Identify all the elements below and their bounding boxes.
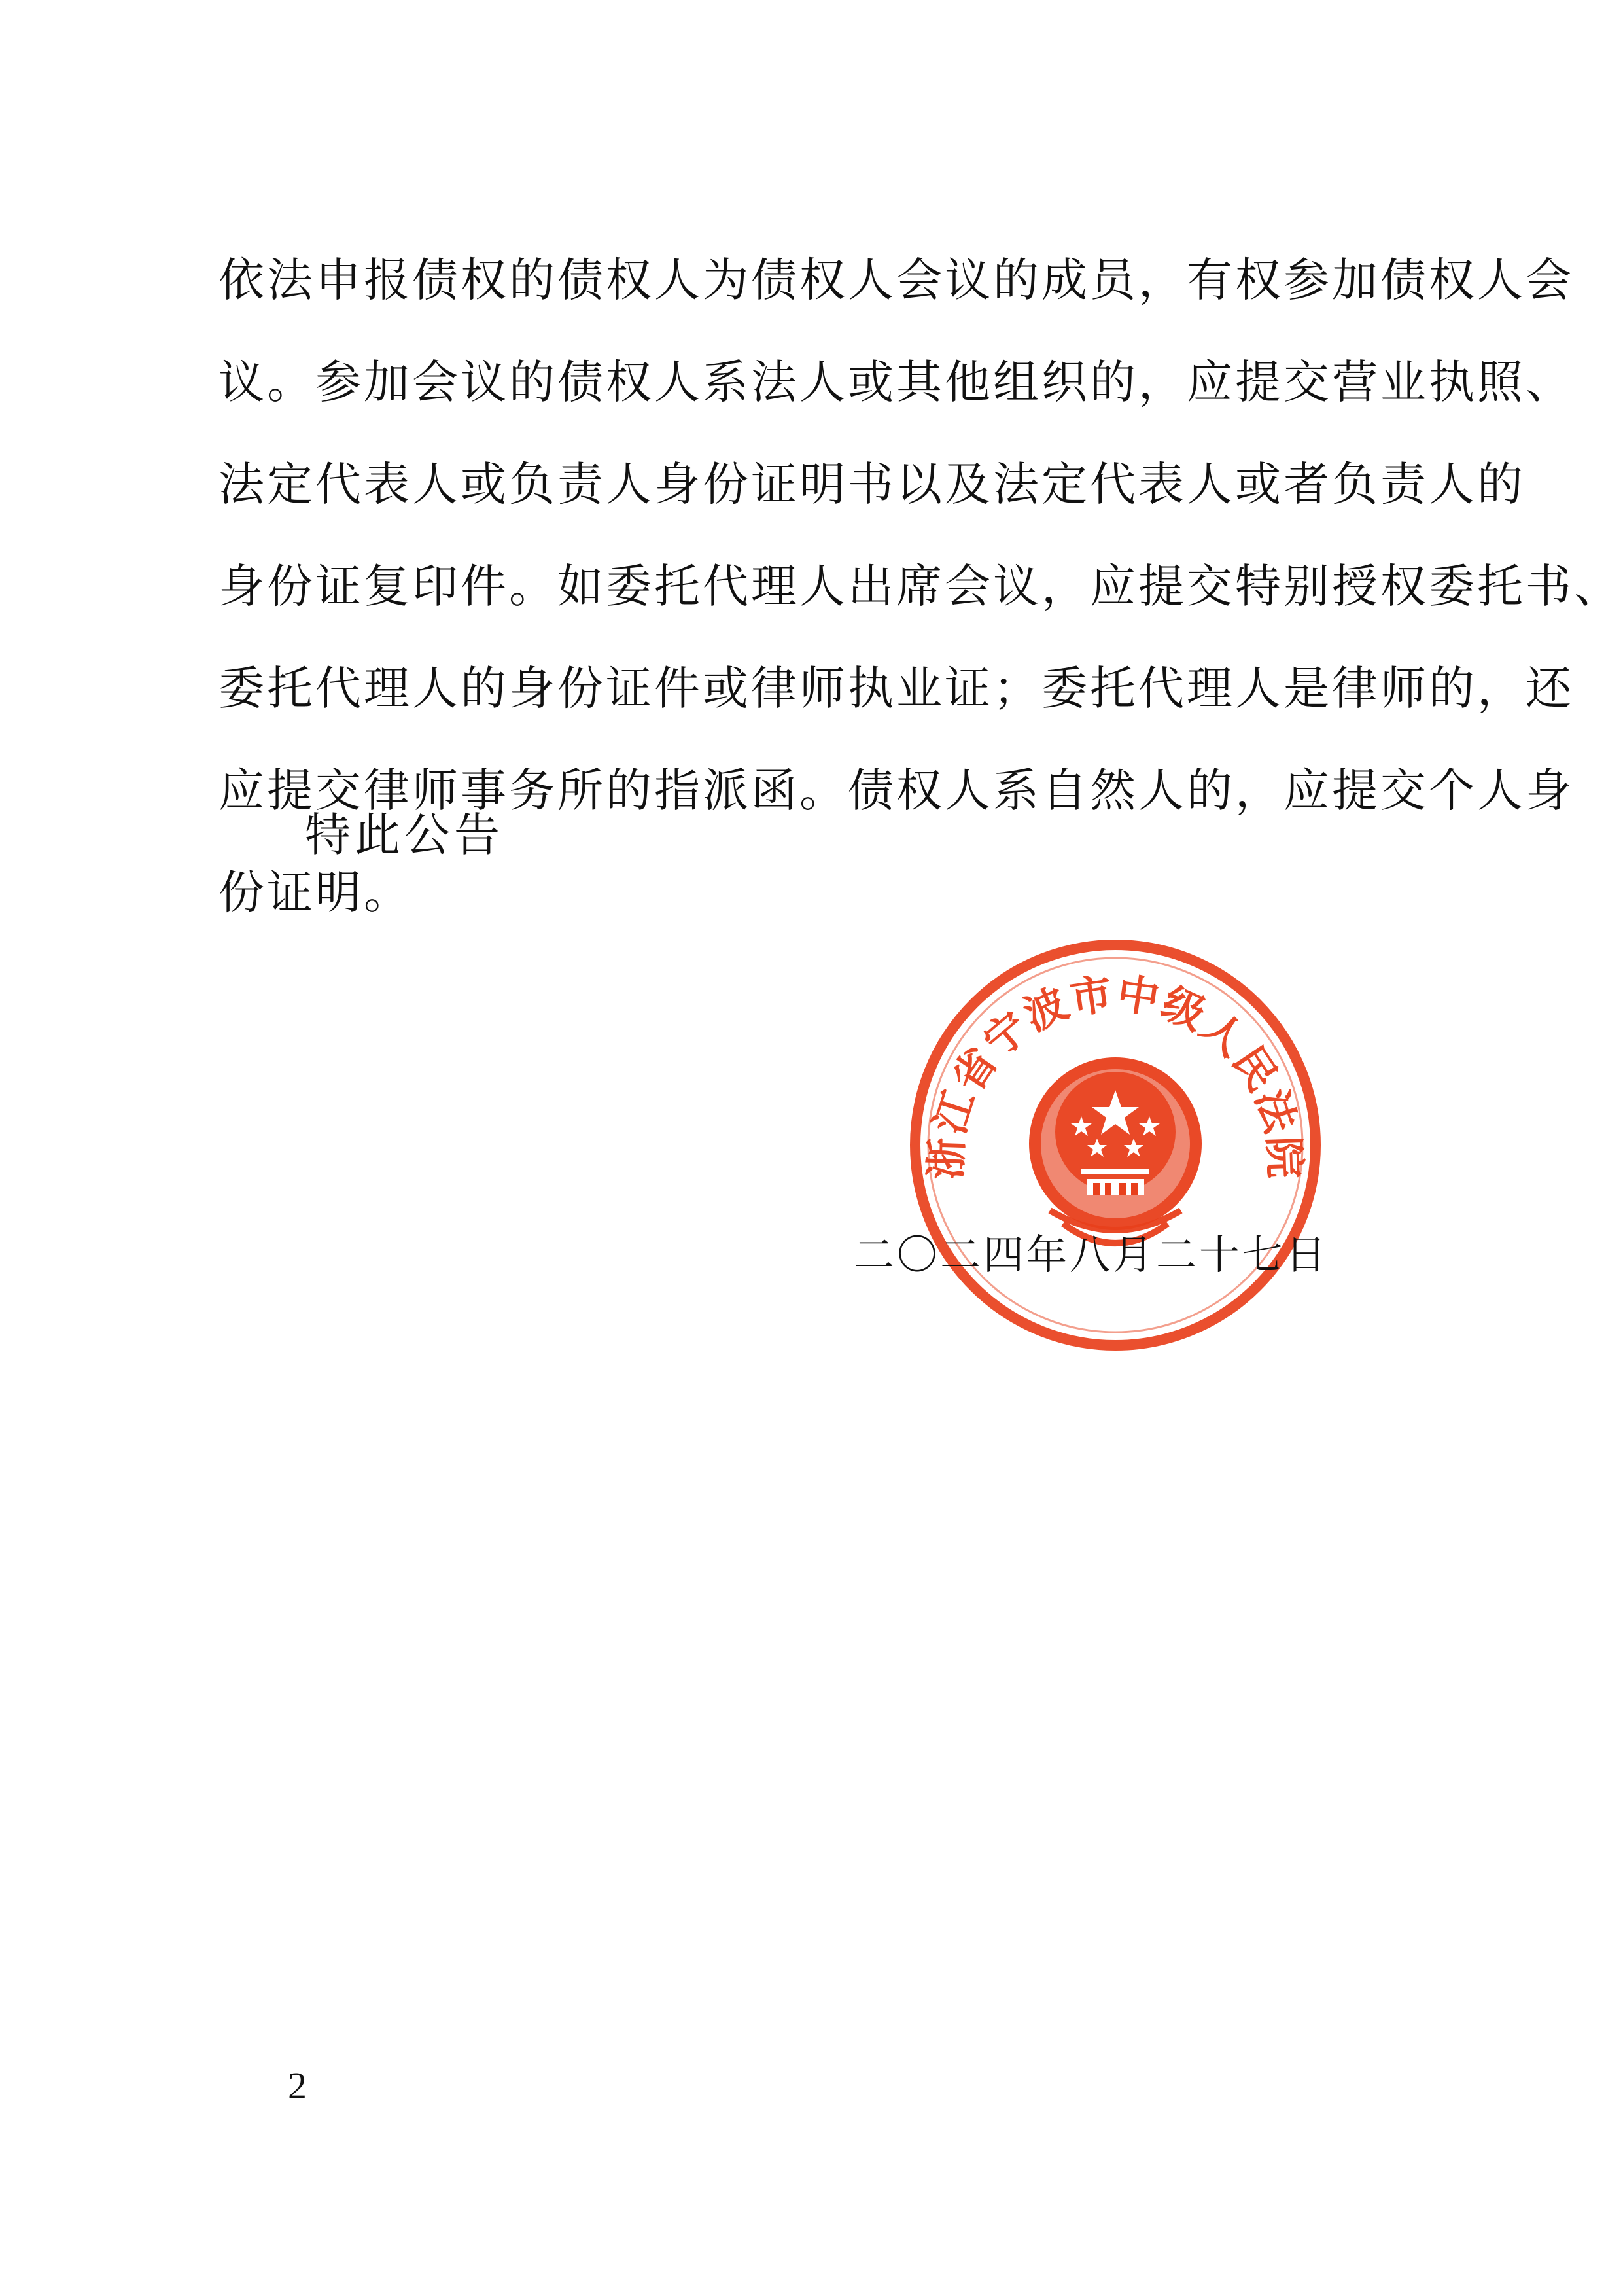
national-emblem-icon [1029,1057,1202,1230]
body-line: 议。参加会议的债权人系法人或其他组织的，应提交营业执照、 [218,355,1574,409]
body-line: 法定代表人或负责人身份证明书以及法定代表人或者负责人的 [218,457,1526,511]
closing-text: 特此公告 [305,808,504,862]
seal-text: 浙江省宁波市中级人民法院 [922,970,1308,1180]
court-seal [906,936,1325,1354]
issue-date: 二〇二四年八月二十七日 [854,1231,1329,1279]
body-line: 身份证复印件。如委托代理人出席会议，应提交特别授权委托书、 [218,559,1622,613]
body-line: 依法申报债权的债权人为债权人会议的成员，有权参加债权人会 [218,253,1574,307]
court-seal-graphic [906,936,1325,1354]
body-line: 份证明。 [218,866,412,919]
body-line: 应提交律师事务所的指派函。债权人系自然人的，应提交个人身 [218,764,1574,817]
body-line: 委托代理人的身份证件或律师执业证；委托代理人是律师的，还 [218,662,1574,715]
page-number: 2 [288,2064,307,2107]
